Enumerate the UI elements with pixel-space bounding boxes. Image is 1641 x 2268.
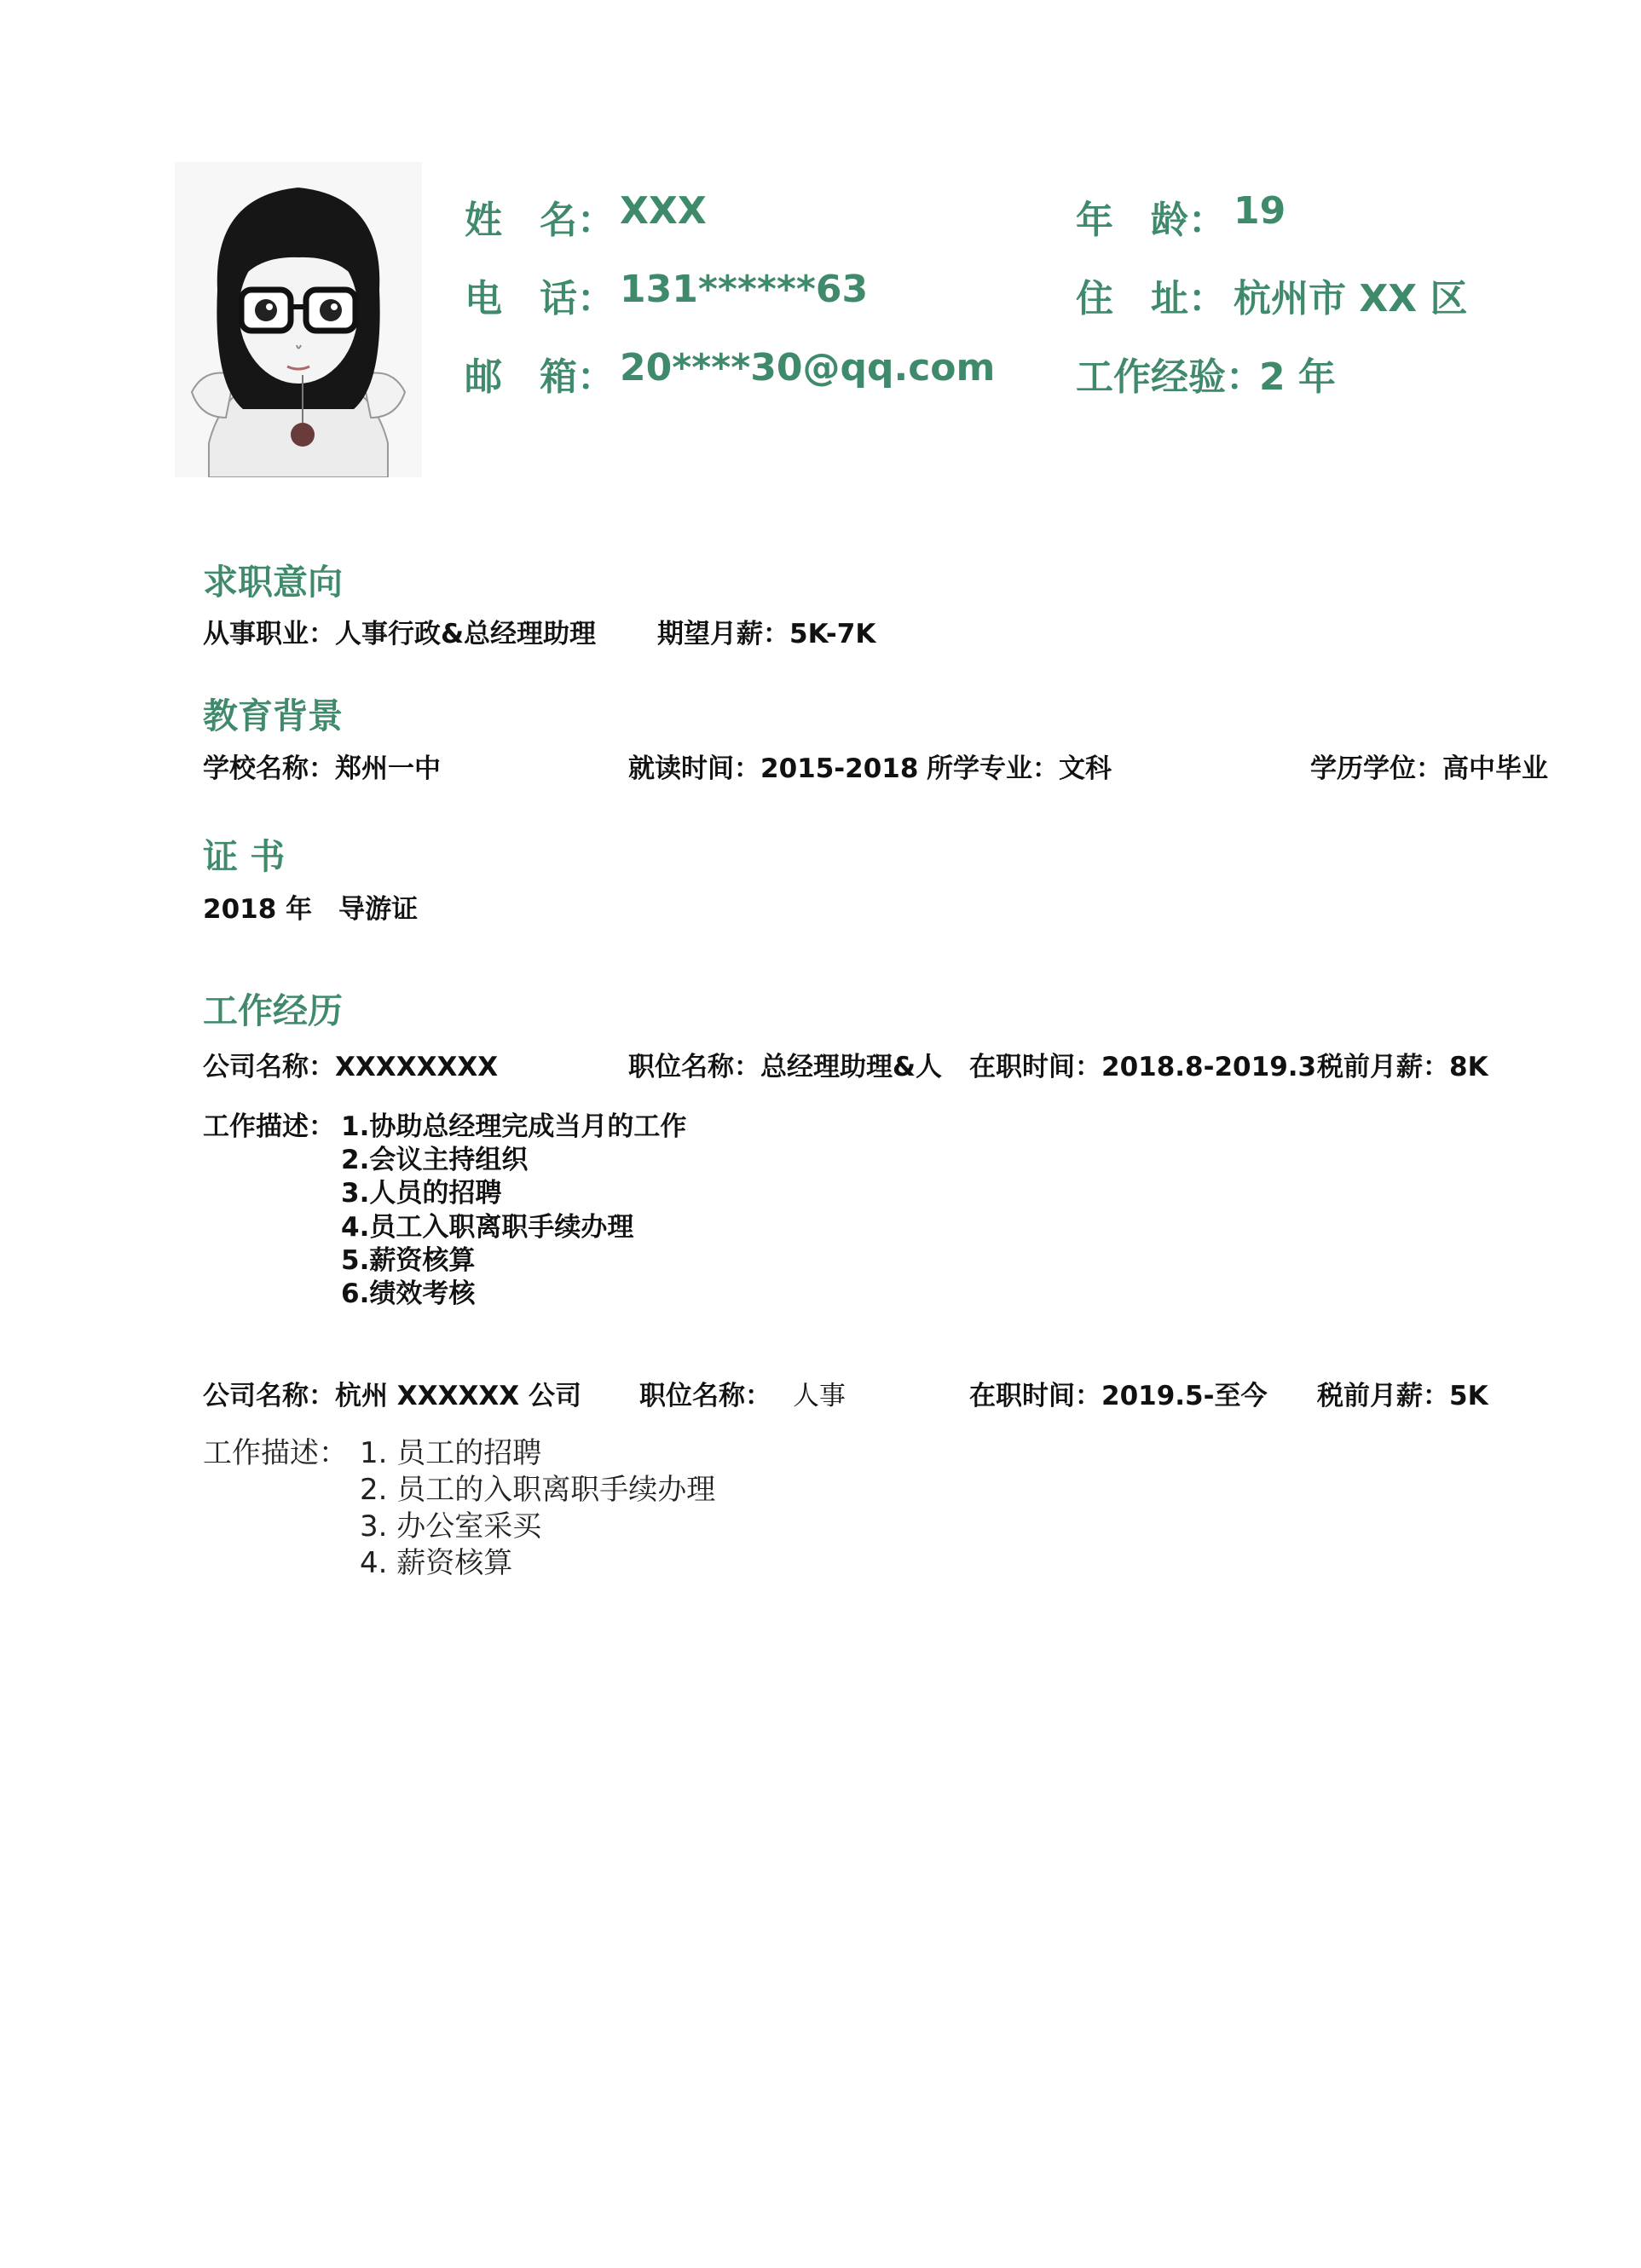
address-value: 杭州市 XX 区	[1234, 277, 1468, 320]
email-label: 邮 箱：	[465, 355, 615, 399]
job2-desc-label: 工作描述：	[203, 1436, 348, 1470]
job1-duty: 4.员工入职离职手续办理	[341, 1212, 634, 1243]
job2-salary: 税前月薪：5K	[1317, 1381, 1488, 1411]
job1-duty: 2.会议主持组织	[341, 1145, 529, 1175]
job2-duty: 2. 员工的入职离职手续办理	[360, 1473, 716, 1507]
job2-position-value: 人事	[793, 1381, 846, 1411]
job1-duty: 5.薪资核算	[341, 1245, 476, 1276]
age-label: 年 龄：	[1076, 199, 1226, 242]
job-intent-position: 从事职业：人事行政&总经理助理	[203, 619, 597, 649]
certificate-item: 2018 年 导游证	[203, 894, 419, 925]
avatar	[175, 162, 422, 477]
section-title-education: 教育背景	[203, 695, 343, 736]
experience-value: 2 年	[1259, 355, 1336, 399]
job1-company: 公司名称：XXXXXXXX	[203, 1052, 499, 1082]
job1-salary: 税前月薪：8K	[1317, 1052, 1488, 1082]
experience-label: 工作经验：	[1076, 355, 1263, 399]
education-school: 学校名称：郑州一中	[203, 753, 441, 784]
phone-value: 131******63	[620, 268, 869, 311]
job1-duty: 3.人员的招聘	[341, 1178, 502, 1209]
email-value: 20****30@qq.com	[620, 346, 996, 390]
name-value: XXX	[620, 189, 707, 233]
education-degree: 学历学位：高中毕业	[1310, 753, 1548, 784]
section-title-certificates: 证 书	[203, 836, 286, 877]
job1-duty: 1.协助总经理完成当月的工作	[341, 1111, 687, 1142]
job2-position-label: 职位名称：	[639, 1381, 771, 1411]
name-label: 姓 名：	[465, 199, 615, 242]
education-major: 所学专业：文科	[927, 753, 1112, 784]
job1-period: 在职时间：2018.8-2019.3	[969, 1052, 1317, 1082]
job2-duty: 4. 薪资核算	[360, 1546, 513, 1580]
job2-duty: 3. 办公室采买	[360, 1509, 542, 1544]
address-label: 住 址：	[1076, 277, 1226, 320]
phone-label: 电 话：	[465, 277, 615, 320]
job2-company: 公司名称：杭州 XXXXXX 公司	[203, 1381, 581, 1411]
job2-period: 在职时间：2019.5-至今	[969, 1381, 1268, 1411]
section-title-work: 工作经历	[203, 990, 343, 1031]
job2-duty: 1. 员工的招聘	[360, 1436, 542, 1470]
job1-duty: 6.绩效考核	[341, 1278, 476, 1309]
job1-position: 职位名称：总经理助理&人	[628, 1052, 943, 1082]
age-value: 19	[1234, 189, 1286, 233]
job1-desc-label: 工作描述：	[203, 1111, 335, 1142]
education-period: 就读时间：2015-2018	[628, 753, 919, 784]
job-intent-salary: 期望月薪：5K-7K	[657, 619, 876, 649]
section-title-job-intent: 求职意向	[203, 562, 343, 603]
